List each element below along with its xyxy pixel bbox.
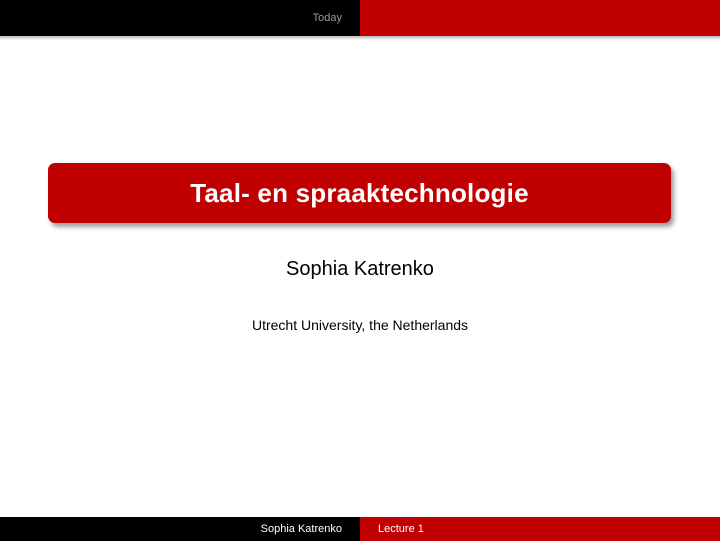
- footer-bar: [0, 517, 720, 541]
- header-bar: [0, 0, 720, 36]
- section-nav-link[interactable]: Today: [312, 12, 342, 24]
- header-bar-left: [0, 0, 360, 36]
- footer-bar-right: [360, 517, 720, 541]
- author-name: Sophia Katrenko: [286, 258, 434, 280]
- slide-title: Taal- en spraaktechnologie: [190, 177, 529, 208]
- institute-name: Utrecht University, the Netherlands: [251, 317, 469, 333]
- title-block: [48, 163, 671, 223]
- footer-bar-left: [0, 517, 360, 541]
- footer-author: Sophia Katrenko: [260, 523, 342, 535]
- header-shadow: [0, 36, 720, 40]
- footer-short-title: Lecture 1: [378, 523, 424, 535]
- header-bar-right: [360, 0, 720, 36]
